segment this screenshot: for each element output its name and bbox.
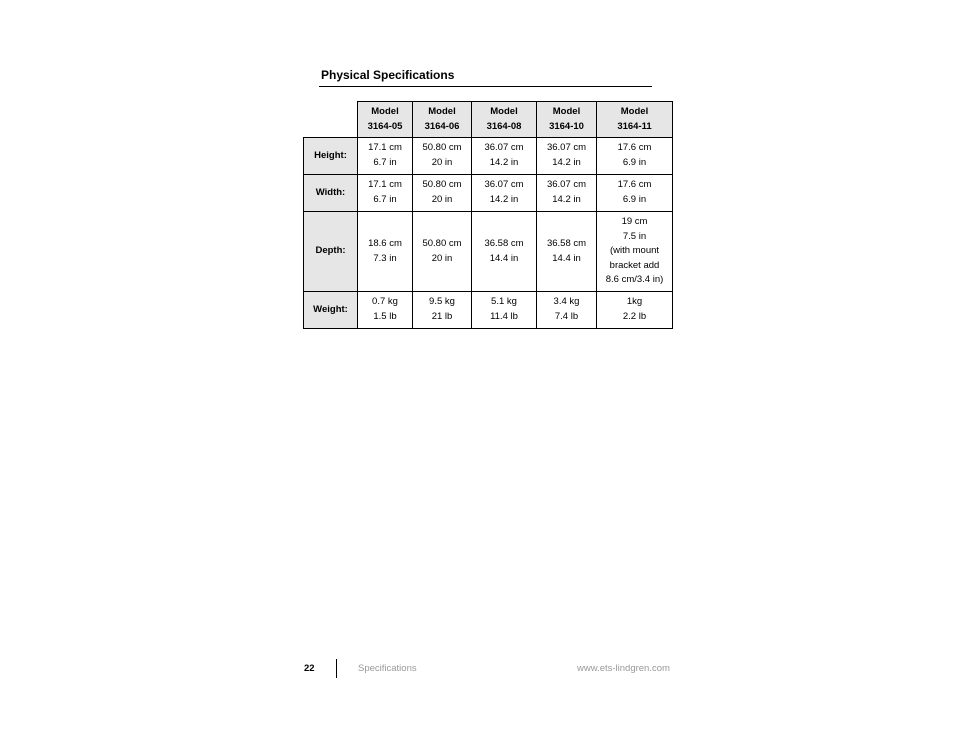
table-cell [413, 212, 472, 292]
table-cell [597, 138, 673, 175]
table-cell [472, 212, 537, 292]
column-header-line2: 3164-11 [617, 120, 652, 132]
column-header [472, 102, 537, 138]
cell-line: 14.4 in [552, 252, 581, 264]
column-header-line1: Model [371, 105, 399, 117]
column-header-line2: 3164-05 [367, 120, 403, 132]
cell-line: 5.1 kg [491, 296, 517, 308]
row-header: Width: [304, 175, 358, 212]
cell-line: 50.80 cm [422, 179, 462, 191]
table-cell [472, 175, 537, 212]
cell-line: 7.4 lb [554, 311, 579, 322]
column-header-line2: 3164-06 [424, 120, 460, 132]
table-cell [472, 292, 537, 329]
column-header [413, 102, 472, 138]
table-cell [597, 175, 673, 212]
cell-line: 1kg [626, 296, 643, 308]
cell-line: 14.2 in [552, 194, 581, 205]
row-header: Weight: [304, 292, 358, 329]
cell-line: 3.4 kg [553, 296, 580, 308]
cell-line: 0.7 kg [372, 296, 398, 308]
cell-line: 11.4 lb [490, 311, 518, 322]
cell-line: 17.1 cm [368, 179, 402, 191]
cell-line: 36.07 cm [484, 142, 524, 154]
cell-line: 17.6 cm [617, 179, 652, 191]
table-row [304, 175, 673, 212]
cell-line: 14.4 in [489, 252, 519, 264]
cell-line: 36.58 cm [546, 237, 587, 249]
table-cell [358, 175, 413, 212]
table-cell [413, 175, 472, 212]
cell-line: 7.3 in [373, 252, 397, 264]
cell-line: 6.9 in [622, 194, 647, 205]
cell-line: 17.6 cm [617, 142, 652, 154]
cell-line: 36.07 cm [546, 142, 587, 154]
table-cell [472, 138, 537, 175]
table-row [304, 212, 673, 292]
physical-specs-table [303, 101, 673, 329]
table-corner [304, 102, 358, 138]
cell-line: 50.80 cm [422, 237, 462, 249]
cell-line: 20 in [431, 194, 453, 205]
cell-line: 17.1 cm [368, 142, 402, 154]
column-header-line1: Model [490, 105, 518, 117]
cell-line: (with mount [609, 245, 660, 257]
cell-line: 2.2 lb [622, 311, 647, 322]
cell-line: 18.6 cm [368, 237, 402, 249]
footer-divider [336, 659, 337, 678]
cell-line: 21 lb [431, 311, 453, 322]
footer-section-name: Specifications [358, 663, 417, 674]
cell-line: 50.80 cm [422, 142, 462, 154]
cell-line: 19 cm [621, 216, 648, 228]
column-header [537, 102, 597, 138]
footer-url: www.ets-lindgren.com [577, 663, 670, 674]
row-header: Height: [304, 138, 358, 175]
title-rule [319, 86, 652, 87]
column-header [597, 102, 673, 138]
cell-line: 6.9 in [622, 157, 647, 168]
column-header [358, 102, 413, 138]
table-cell [537, 138, 597, 175]
page-number: 22 [304, 663, 315, 674]
cell-line: 1.5 lb [373, 311, 397, 322]
cell-line: 20 in [431, 157, 453, 168]
cell-line: 14.2 in [489, 194, 519, 205]
table-cell [597, 292, 673, 329]
cell-line: 36.58 cm [484, 237, 524, 249]
section-title: Physical Specifications [321, 68, 455, 82]
cell-line: 20 in [431, 252, 453, 264]
column-header-line2: 3164-08 [486, 120, 522, 132]
cell-line: 36.07 cm [546, 179, 587, 191]
cell-line: 7.5 in [622, 230, 647, 242]
cell-line: bracket add [609, 259, 660, 271]
table-cell [358, 138, 413, 175]
table-cell [413, 292, 472, 329]
table-cell [358, 212, 413, 292]
cell-line: 36.07 cm [484, 179, 524, 191]
cell-line: 14.2 in [552, 157, 581, 168]
row-header: Depth: [304, 212, 358, 292]
column-header-line1: Model [428, 105, 456, 117]
table-header-row [304, 102, 673, 138]
cell-line: 8.6 cm/3.4 in) [605, 274, 664, 286]
cell-line: 6.7 in [373, 157, 397, 168]
table-row [304, 292, 673, 329]
table-cell [413, 138, 472, 175]
table-row [304, 138, 673, 175]
table-cell [597, 212, 673, 292]
column-header-line1: Model [620, 105, 649, 117]
cell-line: 6.7 in [373, 194, 397, 205]
table-cell [358, 292, 413, 329]
column-header-line1: Model [552, 105, 581, 117]
cell-line: 9.5 kg [429, 296, 455, 308]
table-cell [537, 292, 597, 329]
cell-line: 14.2 in [489, 157, 519, 168]
table-cell [537, 175, 597, 212]
table-cell [537, 212, 597, 292]
column-header-line2: 3164-10 [549, 120, 584, 132]
